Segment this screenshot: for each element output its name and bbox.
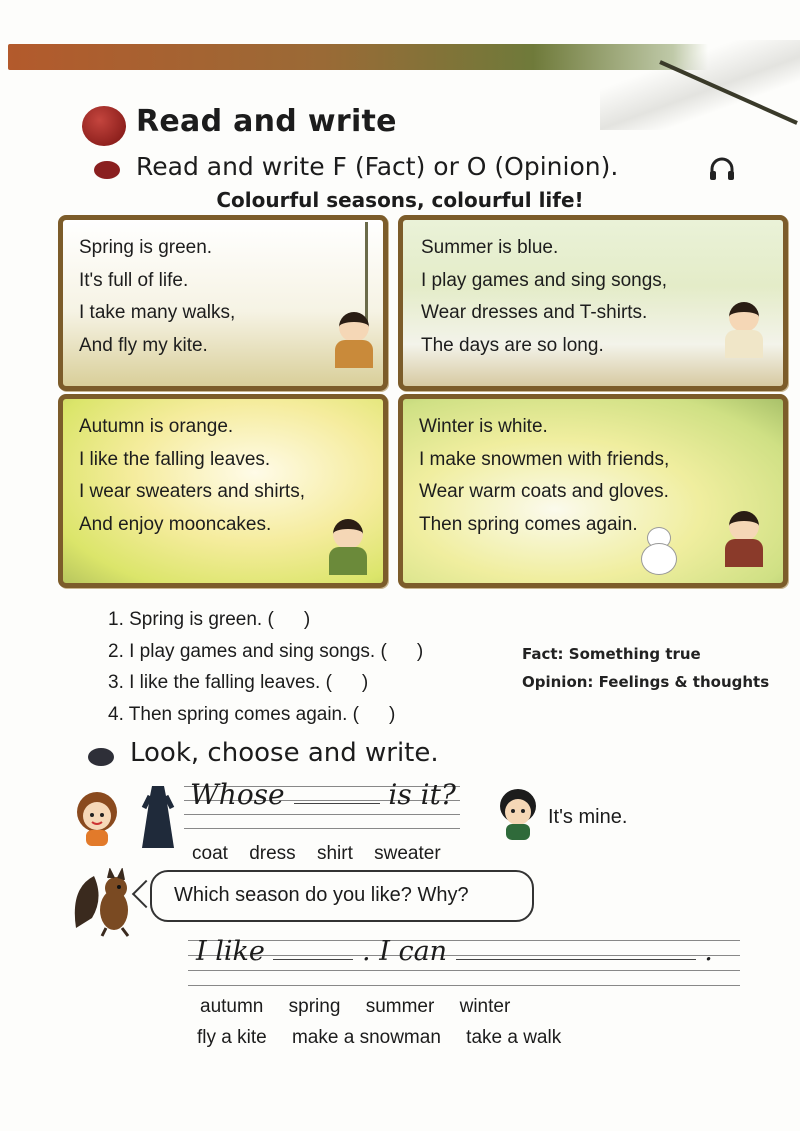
poem-line: I play games and sing songs, (421, 269, 668, 291)
word-bank-activities (197, 1027, 581, 1049)
instruction-bullet (94, 161, 120, 179)
answer-blank[interactable] (456, 959, 696, 960)
poem-line: And enjoy mooncakes. (79, 513, 272, 535)
question-text: 4. Then spring comes again. ( (108, 703, 360, 725)
paren-close: ) (361, 672, 369, 693)
word-choice: coat (192, 843, 228, 864)
paren-close: ) (416, 640, 424, 662)
answer-blank[interactable] (294, 803, 380, 804)
autumn-card (58, 394, 388, 588)
legend-fact: Fact: Something true (522, 645, 701, 663)
question-item (108, 604, 423, 636)
question-item (108, 667, 423, 699)
poem-line: I wear sweaters and shirts, (79, 481, 305, 502)
page-curl-decor (600, 40, 800, 130)
willow-branch-illustration (295, 222, 368, 322)
paren-close: ) (303, 609, 311, 630)
snowman-illustration (639, 527, 679, 573)
squirrel-icon (70, 868, 140, 938)
word-choice: autumn (200, 996, 264, 1017)
word-choice: winter (459, 996, 511, 1017)
word-choice: shirt (316, 843, 353, 864)
prompt-end: . (704, 936, 713, 967)
child-illustration (721, 511, 767, 567)
prompt-word: Whose (190, 778, 285, 811)
word-bank-seasons (200, 996, 530, 1018)
word-choice: summer (365, 996, 435, 1017)
dress-icon (140, 784, 176, 850)
autumn-poem (79, 411, 305, 541)
poem-line: Then spring comes again. (419, 513, 638, 535)
section-marker-circle (82, 106, 126, 146)
question-text: 1. Spring is green. ( (108, 609, 274, 630)
answer-text: It's mine. (548, 806, 628, 828)
instruction-text: Look, choose and write. (130, 738, 439, 768)
poem-line: Spring is green. (79, 237, 213, 258)
prompt-word: is it? (388, 778, 456, 811)
poem-line: Wear warm coats and gloves. (419, 481, 669, 502)
word-choice: spring (288, 996, 341, 1017)
poem-line: I like the falling leaves. (79, 448, 271, 470)
handwriting-prompt (190, 778, 456, 811)
child-illustration (325, 519, 371, 575)
winter-card (398, 394, 788, 588)
spring-card (58, 215, 388, 391)
girl-icon (72, 790, 122, 848)
word-choice: take a walk (466, 1027, 562, 1048)
word-bank-clothes (192, 843, 457, 865)
word-choice: sweater (374, 843, 441, 864)
fact-opinion-questions (108, 604, 423, 730)
poem-line: Summer is blue. (421, 237, 559, 258)
poem-line: And fly my kite. (79, 334, 208, 356)
word-choice: dress (249, 843, 296, 864)
poem-line: Wear dresses and T-shirts. (421, 302, 648, 323)
legend-opinion: Opinion: Feelings & thoughts (522, 673, 770, 691)
summer-poem (421, 232, 667, 362)
instruction-bullet (88, 748, 114, 766)
poem-line: I take many walks, (79, 302, 236, 323)
poem-line: Winter is white. (419, 416, 548, 437)
word-choice: make a snowman (291, 1027, 441, 1048)
section-title: Read and write (136, 104, 397, 139)
handwriting-prompt (196, 936, 713, 967)
poem-title: Colourful seasons, colourful life! (216, 188, 584, 212)
prompt-word: I like (196, 936, 265, 967)
word-choice: fly a kite (197, 1027, 267, 1048)
summer-card (398, 215, 788, 391)
winter-poem (419, 411, 669, 541)
speech-bubble-text: Which season do you like? Why? (174, 884, 469, 906)
question-text: 2. I play games and sing songs. ( (108, 640, 387, 662)
child-illustration (331, 312, 377, 368)
fact-opinion-legend (522, 640, 769, 696)
headphone-icon[interactable] (708, 156, 736, 182)
instruction-text: Read and write F (Fact) or O (Opinion). (136, 152, 619, 181)
question-item (108, 636, 423, 668)
answer-blank[interactable] (273, 959, 353, 960)
child-illustration (721, 302, 767, 358)
poem-line: It's full of life. (79, 269, 189, 291)
poem-line: I make snowmen with friends, (419, 448, 670, 470)
spring-poem (79, 232, 235, 362)
question-text: 3. I like the falling leaves. ( (108, 672, 332, 693)
paren-close: ) (389, 703, 396, 725)
boy-icon (496, 788, 540, 842)
poem-line: The days are so long. (421, 334, 604, 356)
poem-line: Autumn is orange. (79, 416, 234, 437)
question-item (108, 699, 423, 731)
prompt-word: . I can (362, 936, 448, 967)
